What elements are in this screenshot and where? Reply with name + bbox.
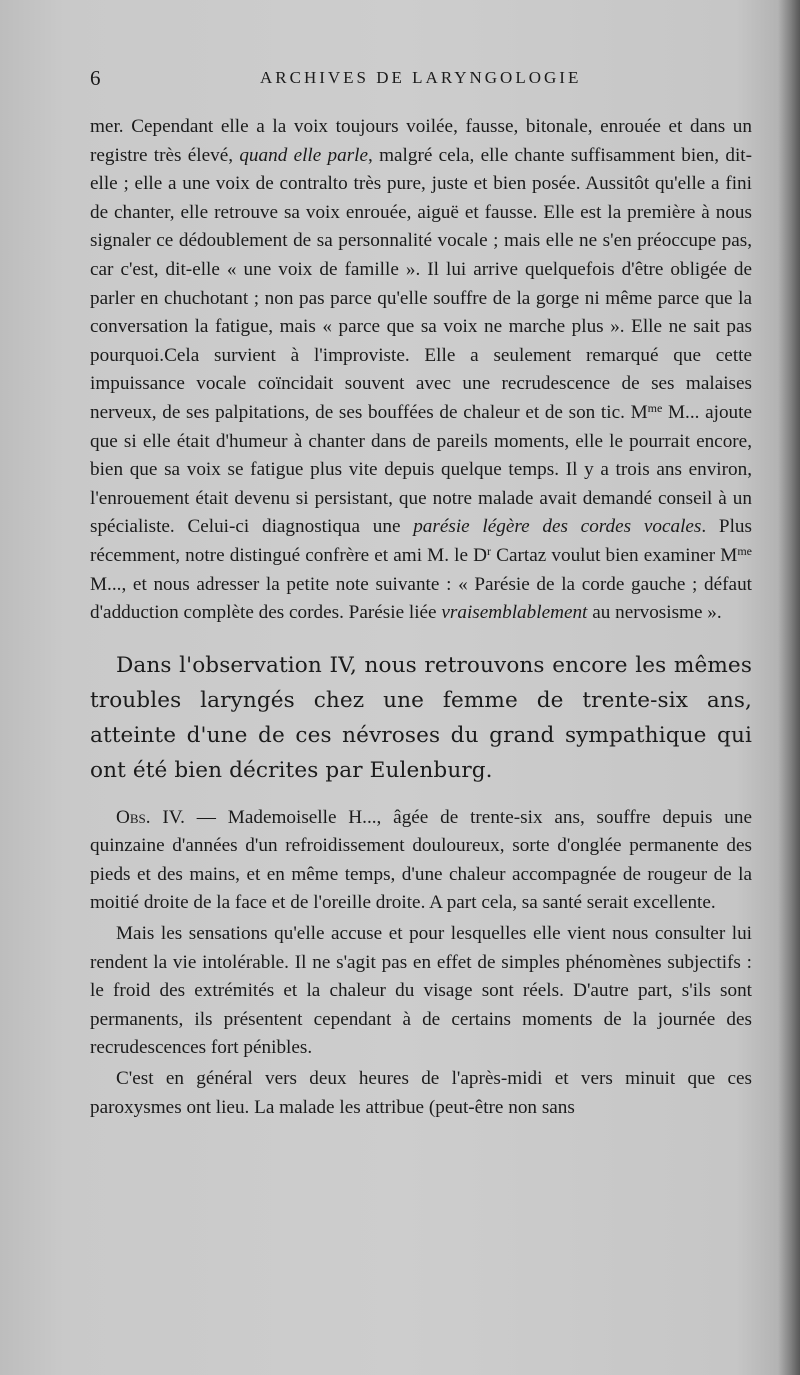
superscript: r <box>487 543 492 558</box>
page-header <box>90 66 750 96</box>
superscript: me <box>647 400 663 415</box>
observation-label: Obs. IV. <box>116 806 185 828</box>
paragraph-sensations: Mais les sensations qu'elle accuse et pour lesquelles elle vient nous consulter lui rendent la vie intolérable. Il ne s'agit pas en effet de simples phénomènes subjectifs : le froid des extrémités et la chaleur du visage sont réels. D'autre part, s'ils sont permanents, ils présentent cependant à de certains moments de la journée des recrudescences fort pénibles. <box>90 923 752 1059</box>
running-title: ARCHIVES DE LARYNGOLOGIE <box>260 68 582 87</box>
page-edge-shadow <box>778 0 800 1375</box>
paragraph-observation-intro: Dans l'observation IV, nous retrouvons encore les mêmes troubles laryngés chez une femme de trente-six ans, atteinte d'une de ces névroses du grand sympathique qui ont été bien décrites par Eulenburg. <box>90 652 752 783</box>
text-run: , malgré cela, elle chante suffisamment bien, dit-elle ; elle a une voix de contralto très pure, juste et bien posée. Aussitôt qu'elle a fini de chanter, elle retrouve sa voix enrouée, aiguë et fausse. Elle est la première à nous signaler ce dédoublement de sa personnalité vocale ; mais elle ne s'en préoccupe pas, car c'est, dit-elle « une voix de famille ». Il lui arrive quelquefois d'être obligée de parler en chuchotant ; non pas parce qu'elle souffre de la gorge ni même parce que la conversation la fatigue, mais « parce que sa voix ne marche plus ». Elle ne sait pas pourquoi.Cela survient à l'improviste. Elle a seulement remarqué que cette impuissance vocale coïncidait souvent avec une recrudescence de ses malaises nerveux, de ses palpitations, de ses bouffées de chaleur et de son tic. M <box>90 144 752 423</box>
paragraph-case-continuation <box>90 113 752 628</box>
italic-phrase: quand elle parle <box>239 144 369 166</box>
italic-phrase: vraisemblablement <box>441 602 588 624</box>
text-run: M..., et nous adresser la petite note suivante : « Parésie de la corde gauche ; défaut d'adduction complète des cordes. Parésie liée <box>90 573 752 624</box>
superscript: me <box>737 543 752 558</box>
text-run: au nervosisme ». <box>587 602 722 624</box>
text-run: M... ajoute que si elle était d'humeur à chanter dans de pareils moments, elle le pourrait encore, bien que sa voix se fatigue plus vite depuis quelque temps. Il y a trois ans environ, l'enrouement était devenu si persistant, que notre malade avait demandé conseil à un spécialiste. Celui-ci diagnostiqua une <box>90 401 752 538</box>
text-run: Cartaz voulut bien examiner M <box>491 544 738 566</box>
paragraph-observation-iv <box>90 804 752 918</box>
body-text <box>90 113 752 1122</box>
text-run: . Plus récemment, notre distingué confrère et ami M. le D <box>90 516 752 566</box>
italic-phrase: parésie légère des cordes vocales <box>413 516 702 538</box>
paragraph-paroxysms: C'est en général vers deux heures de l'après-midi et vers minuit que ces paroxysmes ont lieu. La malade les attribue (peut-être non sans <box>90 1068 752 1118</box>
page-number: 6 <box>90 66 101 90</box>
text-run: — Mademoiselle H..., âgée de trente-six ans, souffre depuis une quinzaine d'années d'un refroidissement douloureux, sorte d'onglée permanente des pieds et des mains, et en même temps, d'une chaleur accompagnée de rougeur de la moitié droite de la face et de l'oreille droite. A part cela, sa santé serait excellente. <box>90 806 752 914</box>
text-run: mer. Cependant elle a la voix toujours voilée, fausse, bitonale, enrouée et dans un registre très élevé, <box>90 116 752 166</box>
